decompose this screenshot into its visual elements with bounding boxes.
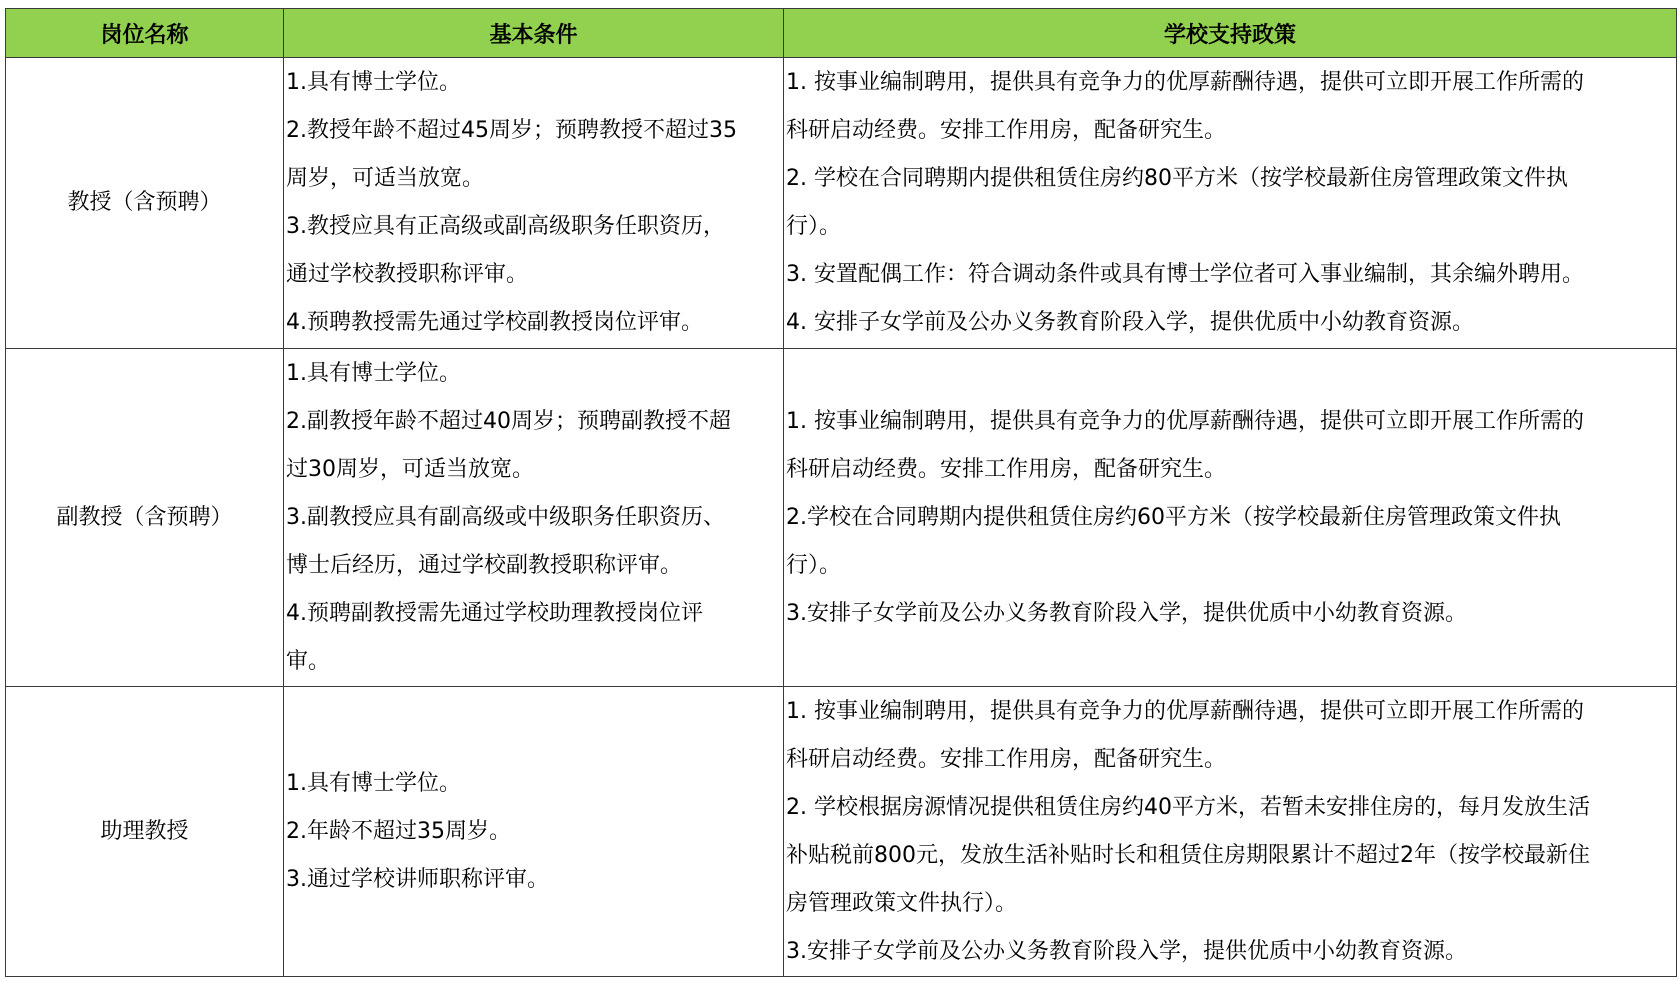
position-cell: 副教授（含预聘） xyxy=(6,349,284,687)
recruitment-table-container xyxy=(5,8,1676,977)
policy-line: 行）。 xyxy=(786,214,842,239)
header-conditions: 基本条件 xyxy=(284,9,784,58)
header-row xyxy=(6,9,1677,58)
condition-line: 2.年龄不超过35周岁。 xyxy=(286,818,511,844)
policy-line: 3.安排子女学前及公办义务教育阶段入学，提供优质中小幼教育资源。 xyxy=(786,938,1467,964)
policy-line: 1. 按事业编制聘用，提供具有竞争力的优厚薪酬待遇，提供可立即开展工作所需的 xyxy=(786,698,1584,724)
policy-line: 2.学校在合同聘期内提供租赁住房约60平方米（按学校最新住房管理政策文件执 xyxy=(786,504,1561,530)
condition-line: 4.预聘副教授需先通过学校助理教授岗位评 xyxy=(286,600,703,626)
condition-line: 周岁，可适当放宽。 xyxy=(286,166,485,191)
conditions-cell xyxy=(284,349,784,687)
conditions-cell xyxy=(284,687,784,977)
table-row-professor xyxy=(6,58,1677,349)
condition-line: 审。 xyxy=(286,648,331,674)
policy-line: 1. 按事业编制聘用，提供具有竞争力的优厚薪酬待遇，提供可立即开展工作所需的 xyxy=(786,70,1584,95)
condition-line: 通过学校教授职称评审。 xyxy=(286,262,529,287)
policy-line: 2. 学校根据房源情况提供租赁住房约40平方米，若暂未安排住房的，每月发放生活 xyxy=(786,794,1590,820)
condition-line: 3.教授应具有正高级或副高级职务任职资历， xyxy=(286,214,725,239)
recruitment-table xyxy=(5,8,1677,977)
condition-line: 3.副教授应具有副高级或中级职务任职资历、 xyxy=(286,504,725,530)
position-cell: 教授（含预聘） xyxy=(6,58,284,349)
condition-line: 2.副教授年龄不超过40周岁；预聘副教授不超 xyxy=(286,408,731,434)
conditions-cell xyxy=(284,58,784,349)
condition-line: 1.具有博士学位。 xyxy=(286,360,461,386)
policy-line: 科研启动经费。安排工作用房，配备研究生。 xyxy=(786,746,1227,772)
policy-line: 3.安排子女学前及公办义务教育阶段入学，提供优质中小幼教育资源。 xyxy=(786,600,1467,626)
policy-line: 3. 安置配偶工作：符合调动条件或具有博士学位者可入事业编制，其余编外聘用。 xyxy=(786,262,1584,287)
policy-line: 补贴税前800元，发放生活补贴时长和租赁住房期限累计不超过2年（按学校最新住 xyxy=(786,842,1590,868)
table-row-assistant-professor xyxy=(6,687,1677,977)
condition-line: 过30周岁，可适当放宽。 xyxy=(286,456,534,482)
policies-cell xyxy=(784,687,1677,977)
policy-line: 1. 按事业编制聘用，提供具有竞争力的优厚薪酬待遇，提供可立即开展工作所需的 xyxy=(786,408,1584,434)
policy-line: 行）。 xyxy=(786,552,842,578)
condition-line: 1.具有博士学位。 xyxy=(286,770,461,796)
header-policies: 学校支持政策 xyxy=(784,9,1677,58)
policy-line: 2. 学校在合同聘期内提供租赁住房约80平方米（按学校最新住房管理政策文件执 xyxy=(786,166,1568,191)
header-position: 岗位名称 xyxy=(6,9,284,58)
position-cell: 助理教授 xyxy=(6,687,284,977)
condition-line: 3.通过学校讲师职称评审。 xyxy=(286,866,549,892)
condition-line: 4.预聘教授需先通过学校副教授岗位评审。 xyxy=(286,310,703,335)
policies-cell xyxy=(784,349,1677,687)
condition-line: 1.具有博士学位。 xyxy=(286,70,461,95)
policy-line: 科研启动经费。安排工作用房，配备研究生。 xyxy=(786,456,1227,482)
policies-cell xyxy=(784,58,1677,349)
policy-line: 4. 安排子女学前及公办义务教育阶段入学，提供优质中小幼教育资源。 xyxy=(786,310,1474,335)
condition-line: 博士后经历，通过学校副教授职称评审。 xyxy=(286,552,683,578)
condition-line: 2.教授年龄不超过45周岁；预聘教授不超过35 xyxy=(286,118,737,143)
table-row-associate-professor xyxy=(6,349,1677,687)
policy-line: 房管理政策文件执行）。 xyxy=(786,890,1018,916)
policy-line: 科研启动经费。安排工作用房，配备研究生。 xyxy=(786,118,1227,143)
